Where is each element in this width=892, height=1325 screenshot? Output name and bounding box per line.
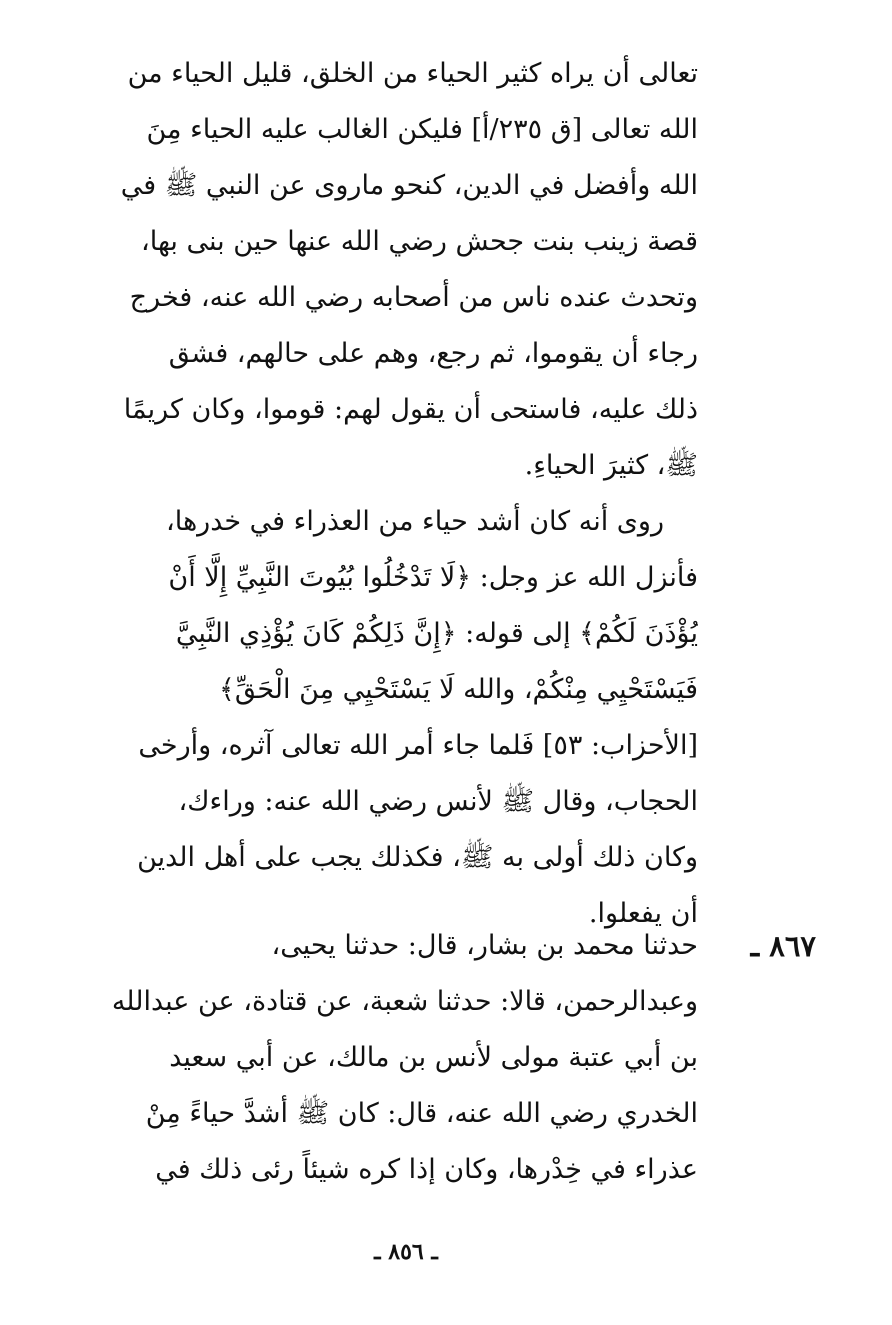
- text-line: الخدري رضي الله عنه، قال: كان ﷺ أشدَّ حياءً مِنْ: [145, 1098, 698, 1129]
- text-line: ﷺ، كثيرَ الحياءِ.: [524, 450, 698, 481]
- text-line: الله تعالى [ق ٢٣٥/أ] فليكن الغالب عليه الحياء مِنَ: [146, 114, 698, 145]
- text-line: بن أبي عتبة مولى لأنس بن مالك، عن أبي سعيد: [169, 1042, 698, 1073]
- text-line: أن يفعلوا.: [588, 898, 698, 929]
- text-line: الحجاب، وقال ﷺ لأنس رضي الله عنه: وراءك،: [178, 786, 698, 817]
- paragraph-continuation: [78, 46, 698, 494]
- text-line: فَيَسْتَحْيِي مِنْكُمْ، والله لَا يَسْتَحْيِي مِنَ الْحَقِّ﴾: [219, 674, 698, 705]
- text-line: فأنزل الله عز وجل: ﴿لَا تَدْخُلُوا بُيُوتَ النَّبِيِّ إِلَّا أَنْ: [168, 562, 698, 593]
- text-line: يُؤْذَنَ لَكُمْ﴾ إلى قوله: ﴿إِنَّ ذَلِكُمْ كَانَ يُؤْذِي النَّبِيَّ: [175, 618, 698, 649]
- text-line: رجاء أن يقوموا، ثم رجع، وهم على حالهم، فشق: [168, 338, 698, 369]
- text-line: عذراء في خِدْرها، وكان إذا كره شيئاً رئى ذلك في: [155, 1154, 698, 1185]
- text-line: [الأحزاب: ٥٣] فَلما جاء أمر الله تعالى آثره، وأرخى: [138, 730, 698, 761]
- text-line: وكان ذلك أولى به ﷺ، فكذلك يجب على أهل الدين: [137, 842, 698, 873]
- hadith-text: [78, 918, 698, 1198]
- hadith-number: ٨٦٧ ـ: [750, 929, 816, 963]
- text-line: روى أنه كان أشد حياء من العذراء في خدرها،: [166, 506, 664, 537]
- paragraph-quran-quote: [78, 494, 698, 942]
- text-line: الله وأفضل في الدين، كنحو ماروى عن النبي ﷺ في: [120, 170, 698, 201]
- text-line: تعالى أن يراه كثير الحياء من الخلق، قليل الحياء من: [127, 58, 698, 89]
- text-line: ذلك عليه، فاستحى أن يقول لهم: قوموا، وكان كريمًا: [123, 394, 698, 425]
- text-line: قصة زينب بنت جحش رضي الله عنها حين بنى بها،: [141, 226, 698, 257]
- text-line: حدثنا محمد بن بشار، قال: حدثنا يحيى،: [271, 930, 698, 961]
- page-number: ـ ٨٥٦ ـ: [374, 1239, 438, 1265]
- text-line: وعبدالرحمن، قالا: حدثنا شعبة، عن قتادة، عن عبدالله: [111, 986, 698, 1017]
- text-line: وتحدث عنده ناس من أصحابه رضي الله عنه، فخرج: [129, 282, 698, 313]
